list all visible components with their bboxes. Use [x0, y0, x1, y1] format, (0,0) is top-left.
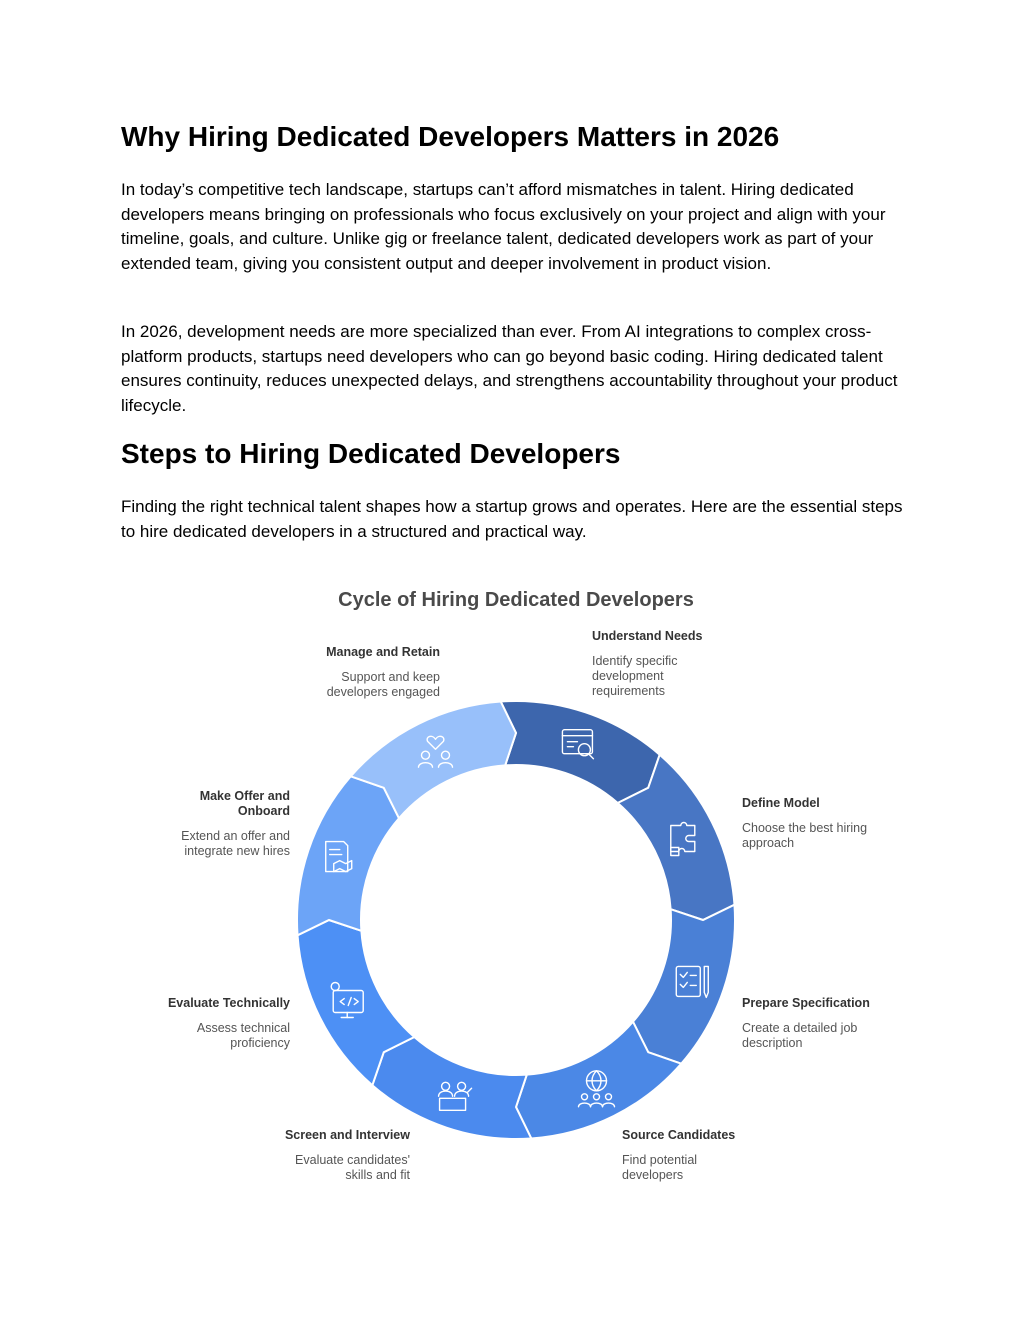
cycle-segment	[633, 905, 735, 1064]
step-description: developers	[622, 1168, 684, 1182]
section-paragraph: Finding the right technical talent shapes how a startup grows and operates. Here are the essential steps to hire dedicated developers in a structured and practical way.	[121, 497, 903, 541]
step-description: development	[592, 669, 664, 683]
section-heading: Steps to Hiring Dedicated Developers	[121, 438, 621, 469]
step-description: developers engaged	[326, 685, 440, 699]
step-description: Support and keep	[341, 670, 440, 684]
step-title: Source Candidates	[622, 1128, 736, 1142]
step-label-1	[742, 796, 867, 850]
step-description: Extend an offer and	[181, 829, 290, 843]
step-description: proficiency	[230, 1036, 290, 1050]
step-title: Manage and Retain	[326, 645, 440, 659]
step-description: Find potential	[622, 1153, 698, 1167]
step-label-4	[285, 1128, 411, 1182]
step-description: Assess technical	[196, 1021, 290, 1035]
step-description: Choose the best hiring	[742, 821, 868, 835]
step-title: Make Offer and	[199, 789, 290, 803]
step-description: Evaluate candidates'	[295, 1153, 410, 1167]
intro-paragraph: In today’s competitive tech landscape, startups can’t afford mismatches in talent. Hiring dedicated developers means bringing on professionals who focus exclusively on your project and align with your timeline, goals, and culture. Unlike gig or freelance talent, dedicated developers work as part of your extended team, giving you consistent output and deeper involvement in product vision.	[121, 180, 886, 273]
step-label-2	[742, 996, 870, 1050]
step-title: Prepare Specification	[742, 996, 870, 1010]
step-description: Create a detailed job	[742, 1021, 858, 1035]
step-title: Understand Needs	[592, 629, 703, 643]
step-description: Identify specific	[592, 654, 678, 668]
step-description: approach	[742, 836, 795, 850]
step-title: Evaluate Technically	[167, 996, 290, 1010]
cycle-ring	[297, 701, 735, 1139]
step-label-5	[168, 996, 291, 1050]
cycle-segment	[501, 701, 660, 803]
diagram-title: Cycle of Hiring Dedicated Developers	[338, 589, 694, 611]
second-paragraph: In 2026, development needs are more specialized than ever. From AI integrations to complex cross-platform products, startups need developers who can go beyond basic coding. Hiring dedicated talent ensures continuity, reduces unexpected delays, and strengthens accountability throughout your product lifecycle.	[121, 322, 898, 415]
hiring-cycle-diagram	[0, 570, 1024, 1210]
step-description: requirements	[592, 684, 665, 698]
step-label-0	[592, 629, 702, 698]
step-label-6	[181, 789, 290, 858]
step-description: description	[742, 1036, 803, 1050]
step-label-7	[326, 645, 440, 699]
step-title: Onboard	[237, 804, 290, 818]
step-description: integrate new hires	[184, 844, 290, 858]
step-title: Define Model	[742, 796, 820, 810]
cycle-segment	[372, 1037, 531, 1139]
step-description: skills and fit	[345, 1168, 410, 1182]
step-title: Screen and Interview	[284, 1128, 410, 1142]
step-label-3	[622, 1128, 735, 1182]
page-title: Why Hiring Dedicated Developers Matters in 2026	[121, 121, 780, 152]
